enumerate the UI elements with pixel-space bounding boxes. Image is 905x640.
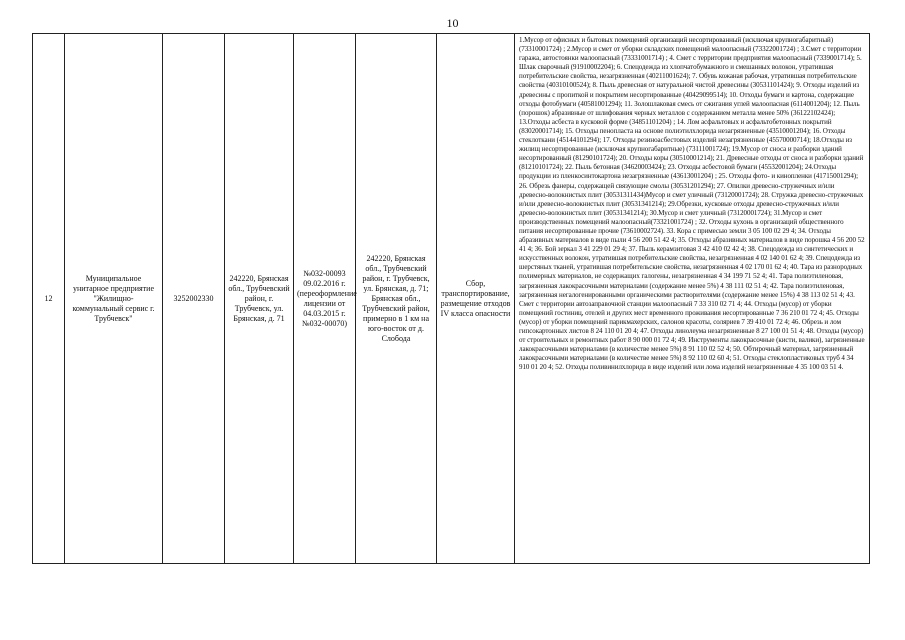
page-number: 10 xyxy=(446,16,459,30)
activity-type-cell: Сбор, транспортирование, размещение отходов IV класса опасности xyxy=(437,34,515,564)
row-index-cell: 12 xyxy=(33,34,65,564)
organization-name-cell: Муниципальное унитарное предприятие "Жилищно-коммунальный сервис г. Трубчевск" xyxy=(65,34,163,564)
table-row xyxy=(33,34,870,564)
legal-address-cell: 242220, Брянская обл., Трубчевский район, г. Трубчевск, ул. Брянская, д. 71 xyxy=(225,34,294,564)
waste-list-cell: 1.Мусор от офисных и бытовых помещений организаций несортированный (исключая крупногабаритный) (73310001724) ; 2.Мусор и смет от уборки складских помещений малоопасный (73322001724) ; 3.Смет с территории гаража, автостоянки малоопасный (73331001714) ; 4. Смет с территории предприятия малоопасный (7339001714); 5. Шлак сварочный (91910002204); 6. Спецодежда из хлопчатобумажного и смешанных волокон, утратившая потребительские свойства, незагрязненная (40211001624); 7. Обувь кожаная рабочая, утратившая потребительские свойства (40310100524); 8. Пыль древесная от натуральной чистой древесины (30531101424); 9. Отходы изделий из древесины с пропиткой и покрытием несортированные (40429099514); 10. Отходы бумаги и картона, содержащие отходы фотобумаги (40581001294); 11. Золошлаковая смесь от сжигания углей малоопасная (6114001204); 12. Пыль (порошок) абразивные от шлифования черных металлов с содержанием металла менее 50% (36122102424); 13.Отходы асбеста в кусковой форме (34851101204) ; 14. Лом асфальтовых и асфальтобетонных покрытий (83020001714); 15. Отходы пенопласта на основе полиэтилхлорида незагрязненные (43510001204); 16. Отходы стеклоткани (45144101294); 17. Отходы резиноасбестовых изделий незагрязненные (45570000714); 18.Отходы из жилищ несортированные (исключая крупногабаритные) (73111001724); 19.Мусор от сноса и разборки зданий несортированный (81290101724); 20. Отходы коры (30510001214); 21. Древесные отходы от сноса и разборки зданий (81210101724); 22. Пыль бетонная (34620003424); 23. Отходы асбестовой бумаги (45532001204); 24.Отходы продукции из пленкосинтокартона незагрязненные (43613001204) ; 25. Отходы фото- и кинопленки (41715001294); 26. Обрезь фанеры, содержащей связующие смолы (30531201294); 27. Опилки древесно-стружечных и/или древесно-волокнистых плит (30531311434)Мусор и смет уличный (73120001724); 28. Стружка древесно-стружечных и/или древесно-волокнистых плит (30531341214); 29.Обрезки, кусковые отходы древесно-стружечных и/или древесно-волокнистых плит (30531341214); 30.Мусор и смет уличный (73120001724); 31.Мусор и смет производственных помещений малоопасный(73321001724) ; 32. Отходы кухонь в организаций общественного питания несортированные прочие (73610002724). 33. Кора с примесью земли 3 05 100 02 29 4; 34. Отходы абразивных материалов в виде пыли 4 56 200 51 42 4; 35. Отходы абразивных материалов в виде порошка 4 56 200 52 41 4; 36. Бой зеркал 3 41 229 01 29 4; 37. Пыль керамзитовая 3 42 410 02 42 4; 38. Спецодежда из синтетических и искусственных волокон, утратившая потребительские свойства, незагрязненная 4 02 140 01 62 4; 39. Спецодежда из шерстяных тканей, утратившая потребительские свойства, незагрязненная 4 02 170 01 62 4; 40. Тара из разнородных полимерных материалов, не содержащих галогены, незагрязненная 4 34 199 71 52 4; 41. Тара полиэтиленовая, загрязненная лакокрасочными материалами (содержание менее 5%) 4 38 111 02 51 4; 42. Тара полиэтиленовая, загрязненная негалогенированными органическими растворителями (содержание менее 15%) 4 38 113 02 51 4; 43. Смет с территории автозаправочной станции малоопасный 7 33 310 02 71 4; 44. Отходы (мусор) от уборки помещений гостиниц, отелей и других мест временного проживания несортированные 7 36 210 01 72 4; 45. Отходы (мусор) от уборки помещений парикмахерских, салонов красоты, соляриев 7 39 410 01 72 4; 46. Обрезь и лом гипсокартонных листов 8 24 110 01 20 4; 47. Отходы линолеума незагрязненные 8 27 100 01 51 4; 48. Отходы (мусор) от строительных и ремонтных работ 8 90 000 01 72 4; 49. Инструменты лакокрасочные (кисти, валики), загрязненные лакокрасочными материалами (в количестве менее 5%) 8 91 110 02 52 4; 50. Обтирочный материал, загрязненный лакокрасочными материалами (в количестве менее 5%) 8 92 110 02 60 4; 51. Отходы стеклопластиковых труб 4 34 910 01 20 4; 52. Отходы поливинилхлорида в виде изделий или лома изделий незагрязненные 4 35 100 03 51 4. xyxy=(515,34,870,564)
license-number-cell: №032-00093 09.02.2016 г. (переоформление лицензии от 04.03.2015 г. №032-00070) xyxy=(294,34,356,564)
license-registry-table xyxy=(32,33,870,564)
inn-cell: 3252002330 xyxy=(163,34,225,564)
activity-address-cell: 242220, Брянская обл., Трубчевский район, г. Трубчевск, ул. Брянская, д. 71; Брянская обл., Трубчевский район, примерно в 1 км на юго-восток от д. Слобода xyxy=(356,34,437,564)
